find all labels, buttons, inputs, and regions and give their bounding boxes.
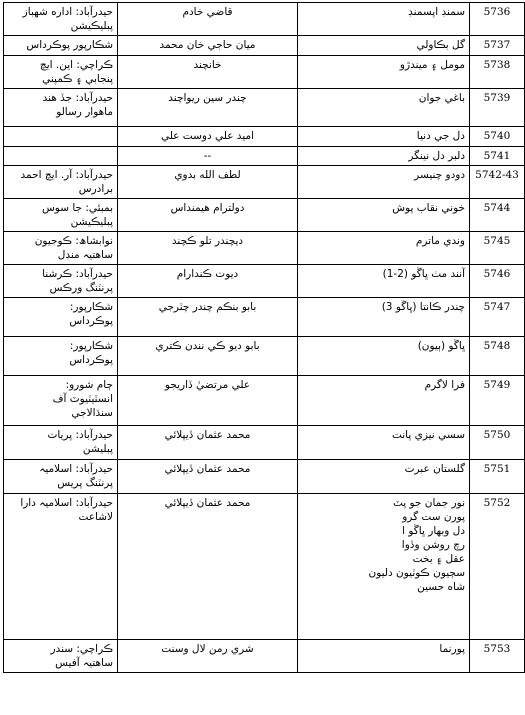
title-line: پورن ست گرو	[402, 511, 465, 523]
book-title	[298, 147, 470, 166]
table-row	[4, 232, 525, 265]
author-name: محمد عثمان ڏيپلائي	[118, 460, 298, 494]
entry-number: 5740	[470, 127, 525, 147]
title-line: سڄيون ڪوٽيون دليون	[368, 567, 465, 579]
title-line: سمنڊ اپسمنڊ	[408, 6, 465, 18]
book-title	[298, 298, 470, 337]
table-row	[4, 298, 525, 337]
publisher-line: پنجابي ۽ ڪمپني	[42, 73, 113, 85]
title-line: گلستان عبرت	[404, 463, 465, 475]
author-name: بابو ديو ڪي نندن ڪتري	[118, 337, 298, 376]
book-title	[298, 56, 470, 89]
author-name: محمد عثمان ڏيپلائي	[118, 494, 298, 640]
title-line: دلبر دل نينگر	[408, 150, 465, 162]
table-row	[4, 337, 525, 376]
publisher-line: بمبئي: جا سوس	[41, 202, 113, 214]
book-title	[298, 232, 470, 265]
table-row	[4, 89, 525, 127]
author-name: اميد علي دوست علي	[118, 127, 298, 147]
publisher	[4, 376, 118, 426]
entry-number: 5736	[470, 3, 525, 36]
publisher	[4, 265, 118, 298]
publisher-line: شڪارپور:	[69, 340, 113, 352]
title-line: باغي جوان	[418, 92, 465, 104]
title-line: دل وبهار ڀاڱو ا	[402, 525, 465, 537]
entry-number: 5747	[470, 298, 525, 337]
title-line: ڀاڱو (ٻيون)	[417, 340, 465, 352]
publisher-line: پبليڪيشن	[70, 216, 113, 228]
publisher-line: برادرس	[78, 183, 113, 195]
publisher	[4, 494, 118, 640]
title-line: دودو چنيسر	[414, 169, 465, 181]
publisher-line: ماهوار رسالو	[56, 106, 113, 118]
publisher-line: پبليڪيشن	[70, 20, 113, 32]
publisher	[4, 147, 118, 166]
title-line: عقل ۽ بخت	[412, 553, 465, 565]
title-line: رچ روشن وڏوا	[401, 539, 465, 551]
title-line: مومل ۽ ميندڙو	[399, 59, 465, 71]
publisher	[4, 640, 118, 673]
title-line: دل جي دنيا	[416, 130, 465, 142]
publisher-line: نوابشاھ: ڪوجيون	[34, 235, 113, 247]
entry-number: 5737	[470, 36, 525, 56]
publisher-line: حيدرآباد: اداره شهباز	[22, 6, 113, 18]
entry-number: 5748	[470, 337, 525, 376]
publisher-line: حيدرآباد: آر. ايچ احمد	[20, 169, 113, 181]
book-title	[298, 89, 470, 127]
publisher-line: شڪارپور:	[69, 301, 113, 313]
table-row	[4, 460, 525, 494]
publisher-line: شڪارپور پوڪرداس	[26, 39, 113, 51]
publisher-line: سنڌالاجي	[71, 407, 113, 419]
publisher	[4, 89, 118, 127]
publisher	[4, 232, 118, 265]
table-row	[4, 147, 525, 166]
publisher	[4, 3, 118, 36]
table-row	[4, 199, 525, 232]
title-line: چندر ڪانتا (ڀاڱو 3)	[381, 301, 465, 313]
title-line: آنند مٺ ڀاڱو (2-1)	[382, 268, 465, 280]
book-title	[298, 426, 470, 460]
table-row	[4, 426, 525, 460]
publisher-line: لاشاعت	[78, 511, 113, 523]
publisher-line: پرنٽنگ ورڪس	[49, 282, 113, 294]
book-title	[298, 36, 470, 56]
title-line: گل بڪاولي	[416, 39, 465, 51]
catalog-table	[3, 2, 525, 673]
title-line: وندي ماترم	[415, 235, 465, 247]
book-title	[298, 640, 470, 673]
entry-number: 5753	[470, 640, 525, 673]
publisher	[4, 36, 118, 56]
author-name: ديچندر تلو ڪچند	[118, 232, 298, 265]
table-row	[4, 494, 525, 640]
author-name: بابو بنڪم چندر چٽرجي	[118, 298, 298, 337]
title-line: فرا لاگرم	[424, 379, 465, 391]
book-title	[298, 376, 470, 426]
author-name: دولترام هيمنداس	[118, 199, 298, 232]
entry-number: 5751	[470, 460, 525, 494]
book-title	[298, 337, 470, 376]
publisher	[4, 56, 118, 89]
author-name: علي مرتضيٰ ڏاريجو	[118, 376, 298, 426]
author-name: محمد عثمان ڏيپلائي	[118, 426, 298, 460]
publisher	[4, 298, 118, 337]
publisher	[4, 199, 118, 232]
publisher	[4, 166, 118, 199]
entry-number: 5739	[470, 89, 525, 127]
publisher-line: حيدرآباد: اسلاميہ دارا	[20, 497, 113, 509]
table-row	[4, 3, 525, 36]
publisher-line: پبليشن	[82, 443, 113, 455]
publisher-line: ساهتيہ آفيس	[55, 657, 113, 669]
book-title	[298, 494, 470, 640]
publisher	[4, 127, 118, 147]
publisher-line: انسٽيٽيوٽ آف	[52, 393, 113, 405]
publisher-line: پوڪرداس	[69, 354, 113, 366]
author-name: قاضي خادم	[118, 3, 298, 36]
entry-number: 5750	[470, 426, 525, 460]
publisher-line: حيدرآباد: اسلاميہ	[39, 463, 113, 475]
title-line: سسي نيزي پانت	[391, 429, 465, 441]
publisher-line: ساهتيہ منڊل	[57, 249, 113, 261]
author-name: ديوت ڪندارام	[118, 265, 298, 298]
publisher-line: حيدرآباد: پريات	[47, 429, 113, 441]
publisher-line: ڪراچي: اين. ايچ	[39, 59, 113, 71]
entry-number: 5738	[470, 56, 525, 89]
table-row	[4, 265, 525, 298]
publisher	[4, 460, 118, 494]
entry-number: 5749	[470, 376, 525, 426]
table-row	[4, 166, 525, 199]
table-row	[4, 640, 525, 673]
catalog-rows	[4, 3, 525, 673]
book-title	[298, 199, 470, 232]
book-title	[298, 166, 470, 199]
author-name: ميان حاجي خان محمد	[118, 36, 298, 56]
book-title	[298, 265, 470, 298]
entry-number: 5744	[470, 199, 525, 232]
book-title	[298, 3, 470, 36]
title-line: شاه حسين	[417, 581, 465, 593]
table-row	[4, 376, 525, 426]
author-name: شري رمن لال وسنت	[118, 640, 298, 673]
publisher-line: ڄام شورو:	[65, 379, 113, 391]
publisher-line: پوڪرداس	[69, 315, 113, 327]
publisher-line: ڪراچي: سندر	[50, 643, 113, 655]
title-line: نور جمان جو پٽ	[392, 497, 465, 509]
table-row	[4, 127, 525, 147]
entry-number: 5752	[470, 494, 525, 640]
entry-number: 5746	[470, 265, 525, 298]
author-name: چندر سين ريواچند	[118, 89, 298, 127]
book-title	[298, 460, 470, 494]
publisher-line: حيدرآباد: جڏ هند	[42, 92, 113, 104]
publisher-line: پرنٽنگ پريس	[57, 477, 113, 489]
author-name: لطف الله بدوي	[118, 166, 298, 199]
book-title	[298, 127, 470, 147]
title-line: پورنما	[439, 643, 465, 655]
entry-number: 5741	[470, 147, 525, 166]
title-line: خوني نقاب پوش	[392, 202, 465, 214]
entry-number: 5745	[470, 232, 525, 265]
publisher	[4, 426, 118, 460]
table-row	[4, 56, 525, 89]
author-name: --	[118, 147, 298, 166]
publisher	[4, 337, 118, 376]
publisher-line: حيدرآباد: ڪرشنا	[42, 268, 113, 280]
author-name: خانچند	[118, 56, 298, 89]
table-row	[4, 36, 525, 56]
entry-number: 5742-43	[470, 166, 525, 199]
